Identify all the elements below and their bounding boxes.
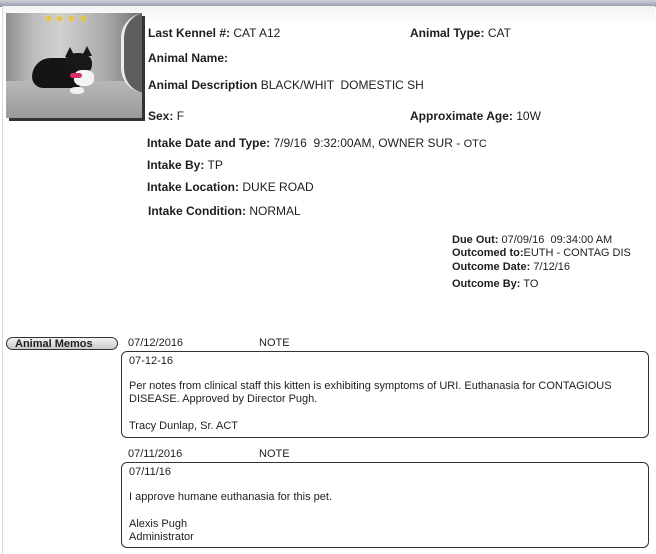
memo-signature-title: Administrator	[129, 531, 194, 543]
memo-line: I approve humane euthanasia for this pet.	[129, 491, 333, 503]
intake-date-type-value: 7/9/16 9:32:00AM, OWNER SUR -	[273, 136, 464, 150]
memo-card	[121, 462, 649, 548]
memo-type: NOTE	[259, 448, 290, 460]
light-icon	[69, 16, 74, 21]
memo-card	[121, 351, 649, 438]
outcomed-to-field	[452, 247, 631, 259]
sex-field	[148, 109, 184, 123]
outcomed-to-value: EUTH - CONTAG DIS	[523, 247, 631, 259]
memo-line: 07/11/16	[129, 466, 172, 478]
animal-name-field	[148, 51, 228, 65]
approximate-age-label: Approximate Age:	[410, 109, 513, 123]
intake-location-field	[147, 180, 314, 194]
animal-description-field	[148, 78, 424, 92]
due-out-value: 07/09/16 09:34:00 AM	[501, 234, 613, 246]
intake-location-label: Intake Location:	[147, 180, 240, 194]
intake-date-type-label: Intake Date and Type:	[147, 136, 271, 150]
memo-type: NOTE	[259, 337, 290, 349]
sex-value: F	[176, 109, 185, 123]
photo-kennel-door	[121, 13, 142, 93]
memo-signature: Tracy Dunlap, Sr. ACT	[129, 420, 239, 432]
light-icon	[57, 16, 62, 21]
animal-description-label: Animal Description	[148, 78, 258, 92]
animal-memos-section-label: Animal Memos	[6, 337, 118, 350]
cat-paw	[70, 87, 84, 94]
approximate-age-value: 10W	[516, 109, 541, 123]
animal-photo	[6, 13, 142, 118]
intake-by-value: TP	[207, 158, 223, 172]
animal-description-value: BLACK/WHIT DOMESTIC SH	[260, 78, 424, 92]
due-out-field	[452, 234, 612, 246]
last-kennel-label: Last Kennel #:	[148, 26, 231, 40]
outcome-by-label: Outcome By:	[452, 278, 521, 290]
intake-condition-value: NORMAL	[249, 204, 301, 218]
outcome-date-value: 7/12/16	[533, 261, 571, 273]
outcomed-to-label: Outcomed to:	[452, 247, 524, 259]
intake-condition-label: Intake Condition:	[148, 204, 246, 218]
memo-line: DISEASE. Approved by Director Pugh.	[129, 393, 318, 405]
outcome-by-value: TO	[523, 278, 539, 290]
intake-date-type-field	[147, 136, 487, 150]
light-icon	[81, 16, 86, 21]
animal-type-field	[410, 26, 511, 40]
sex-label: Sex:	[148, 109, 174, 123]
memo-signature: Alexis Pugh	[129, 518, 188, 530]
outcome-by-field	[452, 278, 538, 290]
cat-collar	[70, 73, 82, 78]
intake-by-field	[147, 158, 223, 172]
last-kennel-value: CAT A12	[233, 26, 281, 40]
last-kennel-field	[148, 26, 280, 40]
intake-condition-field	[148, 204, 301, 218]
due-out-label: Due Out:	[452, 234, 499, 246]
animal-name-label: Animal Name:	[148, 51, 229, 65]
outcome-date-field	[452, 261, 570, 273]
memo-date: 07/12/2016	[128, 337, 184, 349]
intake-by-label: Intake By:	[147, 158, 205, 172]
outcome-date-label: Outcome Date:	[452, 261, 531, 273]
intake-location-value: DUKE ROAD	[242, 180, 314, 194]
light-icon	[46, 16, 51, 21]
approximate-age-field	[410, 109, 541, 123]
memo-line: Per notes from clinical staff this kitten is exhibiting symptoms of URI. Euthanasia for CONTAGIOUS	[129, 380, 612, 392]
intake-type-suffix: OTC	[463, 138, 487, 150]
animal-type-label: Animal Type:	[410, 26, 485, 40]
animal-type-value: CAT	[487, 26, 511, 40]
memo-line: 07-12-16	[129, 355, 174, 367]
memo-date: 07/11/2016	[128, 448, 183, 460]
